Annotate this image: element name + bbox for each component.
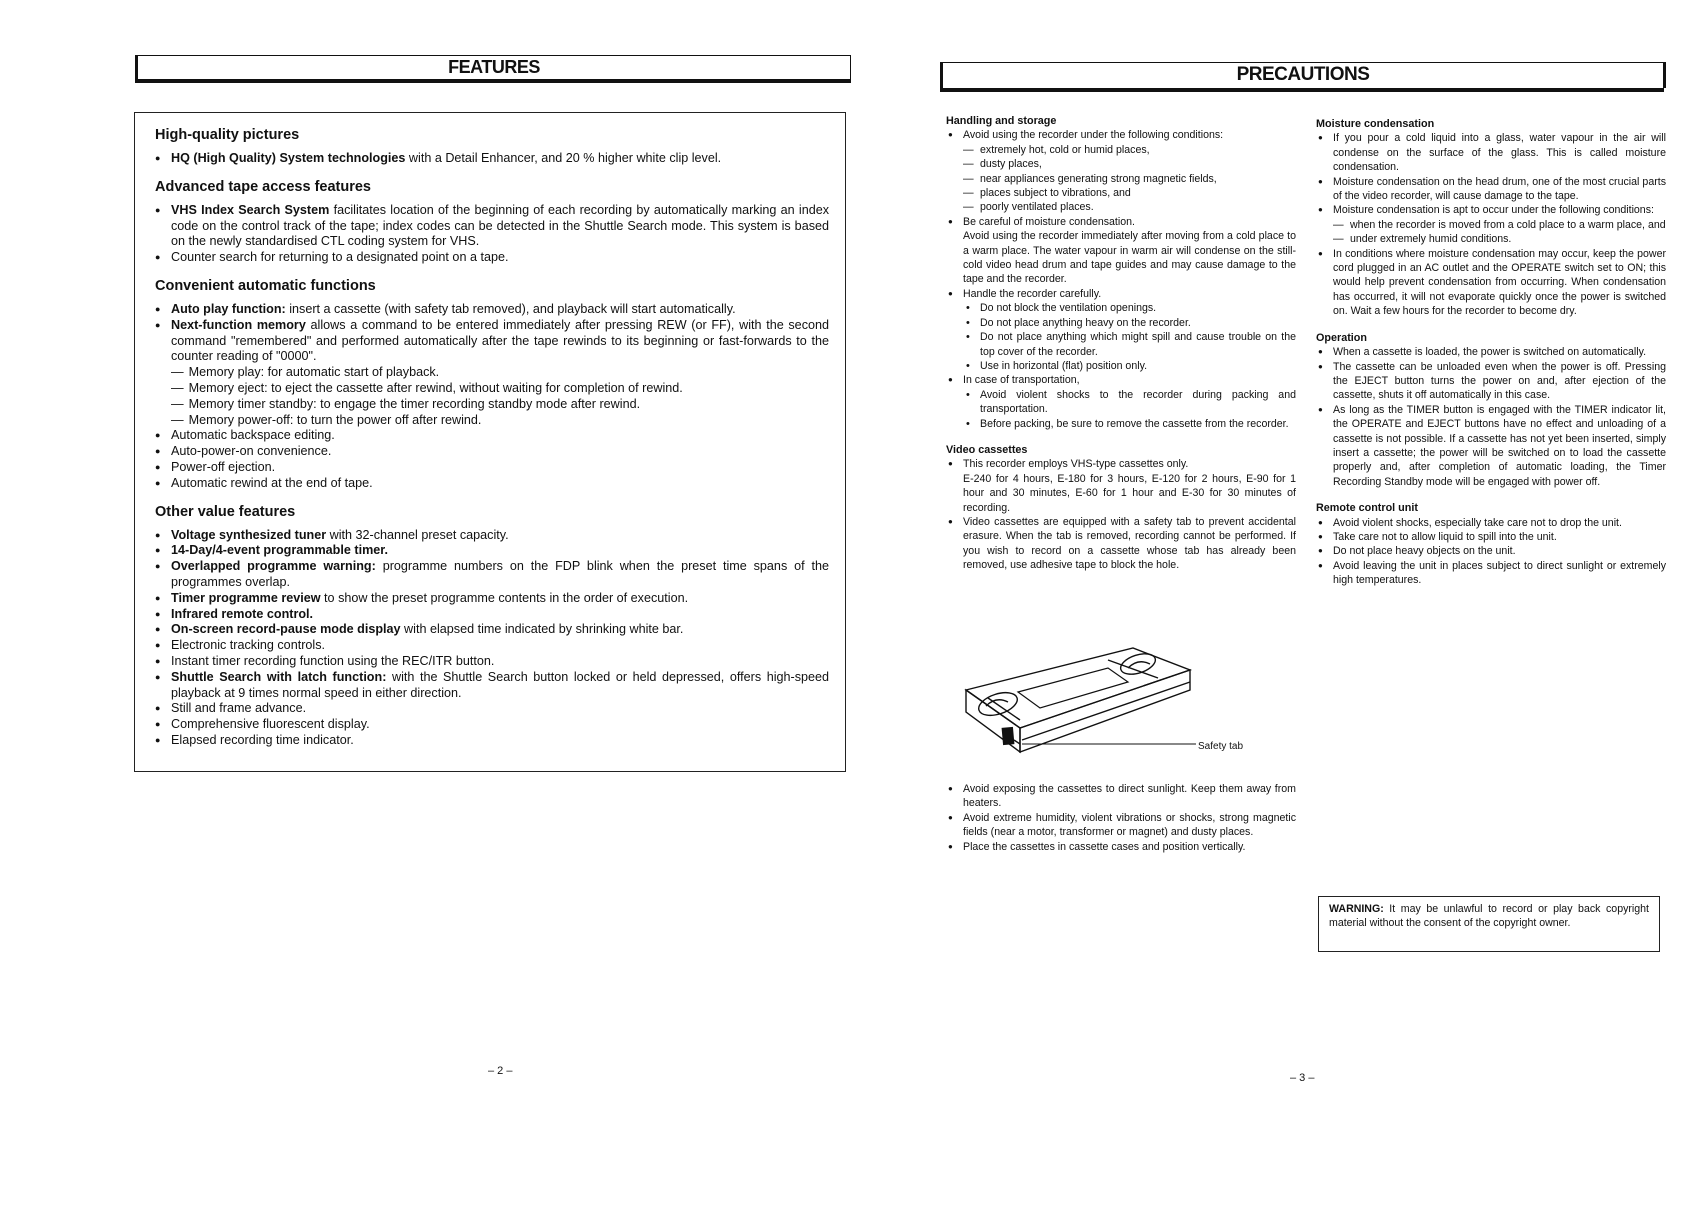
feature-item: [155, 381, 829, 397]
feature-keyword: HQ (High Quality) System technologies: [171, 151, 406, 165]
features-box: [134, 112, 846, 772]
feature-text: Automatic rewind at the end of tape.: [171, 475, 373, 490]
feature-text: Memory timer standby: to engage the timer recording standby mode after rewind.: [188, 396, 641, 411]
precaution-item: ● Take care not to allow liquid to spill into the unit.: [1316, 530, 1666, 544]
precaution-item: ● Video cassettes are equipped with a safety tab to prevent accidental erasure. When the tab is removed, recording cannot be performed. If you wish to record on a cassette whose tab has already been removed, use adhesive tape to block the hole.: [946, 515, 1296, 573]
precaution-item: ● Moisture condensation is apt to occur under the following conditions:: [1316, 203, 1666, 217]
feature-item: [155, 203, 829, 250]
feature-keyword: Overlapped programme warning:: [171, 559, 376, 574]
feature-text: Memory power-off: to turn the power off after rewind.: [188, 412, 482, 427]
precautions-column-right: [1316, 117, 1666, 588]
feature-text: allows a command to be entered immediately after pressing REW (or FF), with the second command "remembered" and performed automatically after the tape rewinds to its beginning or fast-forwards to the counter reading of "0000".: [171, 317, 829, 364]
feature-text: Memory eject: to eject the cassette after rewind, without waiting for completion of rewind.: [188, 380, 683, 395]
feature-item: [155, 318, 829, 365]
feature-text: with 32-channel preset capacity.: [326, 527, 509, 542]
precaution-item: — extremely hot, cold or humid places,: [946, 143, 1296, 157]
feature-text: Comprehensive fluorescent display.: [171, 717, 370, 732]
feature-keyword: Next-function memory: [171, 317, 306, 332]
precaution-item: ● When a cassette is loaded, the power is switched on automatically.: [1316, 345, 1666, 359]
feature-keyword: 14-Day/4-event programmable timer.: [171, 543, 388, 558]
precaution-item: Avoid using the recorder immediately after moving from a cold place to a warm place. The water vapour in warm air will condense on the still-cold video head drum and tape guides and may cause damage to the tape and the recorder.: [963, 230, 1296, 286]
feature-keyword: On-screen record-pause mode display: [171, 622, 401, 637]
copyright-warning-box: [1318, 896, 1660, 952]
page-number-right: – 3 –: [1290, 1072, 1315, 1084]
feature-item: [155, 397, 829, 413]
feature-item: [155, 701, 829, 717]
feature-item: [155, 638, 829, 654]
precaution-item: ● This recorder employs VHS-type cassettes only.: [946, 457, 1296, 471]
precaution-item: ● Avoid exposing the cassettes to direct sunlight. Keep them away from heaters.: [946, 782, 1296, 811]
safety-tab-label: Safety tab: [1198, 741, 1244, 752]
feature-keyword: Auto play function:: [171, 301, 286, 316]
precaution-item: ● As long as the TIMER button is engaged with the TIMER indicator lit, the OPERATE and EJECT buttons have no effect and unloading of a cassette is not possible. If a cassette has not yet been inserted, simply insert a cassette; the power will be switched on to load the cassette properly and, after completion of automatic loading, the Timer Recording Standby mode will be engaged with power off.: [1316, 403, 1666, 489]
precaution-item: — places subject to vibrations, and: [946, 186, 1296, 200]
cassette-care-notes: [946, 782, 1296, 854]
precaution-item: • Do not place anything heavy on the recorder.: [946, 316, 1296, 330]
precaution-item: ● Avoid extreme humidity, violent vibrations or shocks, strong magnetic fields (near a motor, transformer or magnet) and dusty places.: [946, 811, 1296, 840]
precautions-subheading: Moisture condensation: [1316, 118, 1435, 130]
feature-text: programme numbers on the FDP blink when the preset time spans of the programmes overlap.: [171, 559, 830, 589]
feature-item: [155, 654, 829, 670]
feature-text: Auto-power-on convenience.: [171, 444, 332, 459]
precaution-item: ● If you pour a cold liquid into a glass, water vapour in the air will condense on the surface of the glass. This is called moisture condensation.: [1316, 131, 1666, 174]
features-list: [155, 203, 829, 266]
features-section-heading: Convenient automatic functions: [155, 277, 376, 294]
feature-text: with the Shuttle Search button locked or held depressed, offers high-speed playback at 9 times normal speed in either direction.: [171, 669, 830, 700]
warning-label: WARNING:: [1329, 903, 1384, 915]
precaution-item: • Before packing, be sure to remove the cassette from the recorder.: [946, 417, 1296, 431]
feature-text: Memory play: for automatic start of playback.: [188, 365, 440, 380]
feature-text: Instant timer recording function using the REC/ITR button.: [171, 653, 495, 668]
precaution-item: ● The cassette can be unloaded even when the power is off. Pressing the EJECT button turns the power on and, after ejection of the cassette, shuts it off automatically in this case.: [1316, 360, 1666, 403]
features-section-heading: Other value features: [155, 503, 296, 520]
feature-keyword: Timer programme review: [171, 590, 321, 605]
feature-text: insert a cassette (with safety tab removed), and playback will start automatically.: [285, 301, 736, 316]
page-number-left: – 2 –: [488, 1065, 513, 1077]
precaution-item: ● Be careful of moisture condensation.: [946, 215, 1296, 229]
precautions-column-left: [946, 114, 1296, 573]
feature-text: Automatic backspace editing.: [171, 428, 335, 443]
section-gap: [1316, 489, 1666, 501]
section-gap: [946, 431, 1296, 443]
feature-text: to show the preset programme contents in the order of execution.: [320, 590, 689, 605]
precaution-item: • Do not block the ventilation openings.: [946, 301, 1296, 315]
precaution-item: — under extremely humid conditions.: [1316, 232, 1666, 246]
precaution-item: ● Place the cassettes in cassette cases and position vertically.: [946, 840, 1296, 854]
feature-text: facilitates location of the beginning of each recording by automatically marking an index code on the control track of the tape; index codes can be detected in the Shuttle Search mode. This system is based on the newly standardised CTL coding system for VHS.: [171, 202, 830, 249]
feature-item: [155, 591, 829, 607]
precaution-item: • Use in horizontal (flat) position only.: [946, 359, 1296, 373]
feature-item: [155, 476, 829, 492]
feature-item: [155, 302, 829, 318]
precautions-subheading: Remote control unit: [1316, 502, 1418, 515]
feature-item: [155, 607, 829, 623]
feature-keyword: Voltage synthesized tuner: [171, 527, 327, 542]
precaution-item: • Avoid violent shocks to the recorder during packing and transportation.: [946, 388, 1296, 417]
feature-item: [155, 717, 829, 733]
dash-marker: —: [171, 412, 184, 427]
precaution-item: • Do not place anything which might spill and cause trouble on the top cover of the recorder.: [946, 330, 1296, 359]
feature-text: with a Detail Enhancer, and 20 % higher white clip level.: [405, 151, 722, 165]
features-banner: FEATURES: [135, 55, 851, 83]
warning-text: [1329, 903, 1649, 929]
feature-text: Elapsed recording time indicator.: [171, 732, 354, 747]
feature-text: Electronic tracking controls.: [171, 638, 325, 653]
feature-item: [155, 151, 829, 167]
warning-body: It may be unlawful to record or play back copyright material without the consent of the copyright owner.: [1329, 903, 1649, 930]
precaution-item: ● Moisture condensation on the head drum, one of the most crucial parts of the video recorder, will cause damage to the tape.: [1316, 175, 1666, 204]
features-list: [155, 302, 829, 492]
feature-item: [155, 670, 829, 702]
feature-text: with elapsed time indicated by shrinking white bar.: [400, 622, 684, 637]
feature-item: [155, 428, 829, 444]
precautions-banner: PRECAUTIONS: [940, 62, 1664, 92]
precaution-item: ● Handle the recorder carefully.: [946, 287, 1296, 301]
precaution-item: ● Avoid using the recorder under the following conditions:: [946, 128, 1296, 142]
feature-text: Counter search for returning to a designated point on a tape.: [171, 250, 509, 265]
feature-text: Still and frame advance.: [171, 701, 307, 716]
features-list: [155, 528, 829, 749]
feature-keyword: VHS Index Search System: [171, 202, 330, 217]
feature-item: [155, 250, 829, 266]
feature-item: [155, 543, 829, 559]
features-section-heading: High-quality pictures: [155, 127, 300, 143]
precaution-item: E-240 for 4 hours, E-180 for 3 hours, E-120 for 2 hours, E-90 for 1 hour and 30 minutes, E-60 for 1 hour and E-30 for 30 minutes of recording.: [963, 472, 1296, 514]
precautions-subheading: Operation: [1316, 331, 1367, 344]
precaution-item: — when the recorder is moved from a cold place to a warm place, and: [1316, 218, 1666, 232]
dash-marker: —: [171, 365, 184, 380]
precaution-item: — near appliances generating strong magnetic fields,: [946, 172, 1296, 186]
precaution-item: — dusty places,: [946, 157, 1296, 171]
feature-item: [155, 528, 829, 544]
precaution-item: ● Do not place heavy objects on the unit.: [1316, 544, 1666, 558]
feature-item: [155, 365, 829, 381]
precaution-item: ● Avoid leaving the unit in places subject to direct sunlight or extremely high temperatures.: [1316, 559, 1666, 588]
feature-item: [155, 622, 829, 638]
feature-item: [155, 733, 829, 749]
precautions-subheading: Video cassettes: [946, 443, 1028, 456]
precaution-item: ● In case of transportation,: [946, 373, 1296, 387]
dash-marker: —: [171, 380, 184, 395]
precautions-subheading: Handling and storage: [946, 115, 1057, 127]
features-list: [155, 151, 829, 167]
feature-item: [155, 460, 829, 476]
precaution-item: ● In conditions where moisture condensation may occur, keep the power cord plugged in an AC outlet and the OPERATE switch set to ON; this would help prevent condensation from occurring. When condensation has occurred, it will not evaporate quickly once the power is switched on. Wait a few hours for the recorder to become dry.: [1316, 247, 1666, 319]
feature-keyword: Shuttle Search with latch function:: [171, 669, 387, 684]
feature-item: [155, 444, 829, 460]
precaution-item: — poorly ventilated places.: [946, 200, 1296, 214]
feature-item: [155, 413, 829, 429]
feature-item: [155, 559, 829, 591]
section-gap: [1316, 319, 1666, 331]
dash-marker: —: [171, 396, 184, 411]
feature-keyword: Infrared remote control.: [171, 606, 314, 621]
precaution-item: ● Avoid violent shocks, especially take care not to drop the unit.: [1316, 516, 1666, 530]
feature-text: Power-off ejection.: [171, 459, 276, 474]
features-section-heading: Advanced tape access features: [155, 178, 371, 195]
